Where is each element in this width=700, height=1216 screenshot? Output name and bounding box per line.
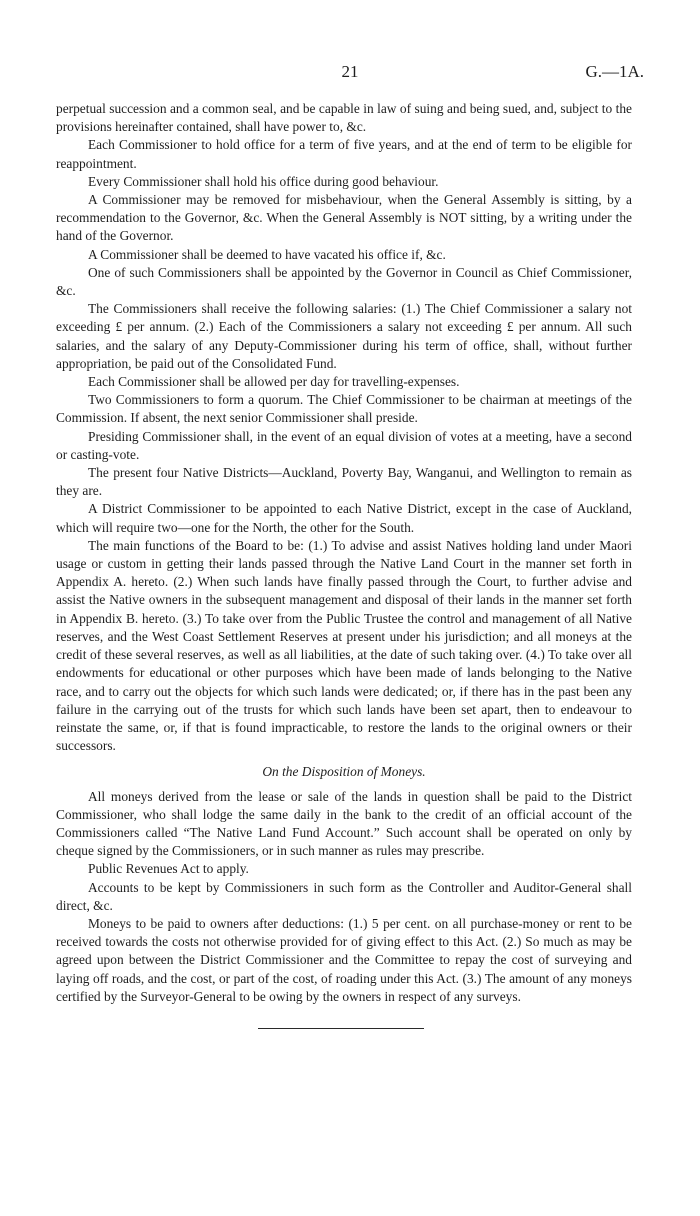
- paragraph: The present four Native Districts—Auckland, Poverty Bay, Wanganui, and Wellington to remain as they are.: [56, 465, 632, 499]
- paragraph: One of such Commissioners shall be appointed by the Governor in Council as Chief Commissioner, &c.: [56, 264, 632, 299]
- document-reference: G.—1A.: [585, 62, 644, 81]
- end-rule: [258, 1028, 424, 1029]
- section-heading: On the Disposition of Moneys.: [262, 764, 426, 780]
- paragraph: perpetual succession and a common seal, and be capable in law of suing and being sued, and, subject to the provisions hereinafter contained, shall have power to, &c.: [56, 101, 632, 135]
- paragraph: Presiding Commissioner shall, in the event of an equal division of votes at a meeting, have a second or casting-vote.: [56, 428, 632, 462]
- paragraph: All moneys derived from the lease or sale of the lands in question shall be paid to the District Commissioner, who shall lodge the same daily in the bank to the credit of an official account of the Commissioners called “The Native Land Fund Account.” Such account shall be operated on only by cheque signed by the Commissioners, or in such manner as rules may prescribe.: [56, 788, 632, 859]
- paragraph: The main functions of the Board to be: (1.) To advise and assist Natives holding land under Maori usage or custom in getting their lands passed through the Native Land Court in the manner set forth in Appendix A. hereto. (2.) When such lands have finally passed through the Court, to further advise and assist the Native owners in the subsequent management and disposal of their lands in the manner set forth in Appendix B. hereto. (3.) To take over from the Public Trustee the control and management of all Native reserves, and the West Coast Settlement Reserves at present under his jurisdiction; and all moneys at the credit of these several reserves, as well as all liabilities, at the date of such taking over. (4.) To take over all endowments for educational or other purposes which have been made of lands belonging to the Native race, and to carry out the objects for which such lands were dedicated; or, if there has in the past been any failure in the carrying out of the trusts for which such lands have been set apart, then to endeavour to reinstate the same, or, if that is found impracticable, to restore the lands to the original owners or their successors.: [56, 537, 632, 754]
- paragraph: Public Revenues Act to apply.: [88, 861, 249, 877]
- paragraph: Each Commissioner to hold office for a term of five years, and at the end of term to be eligible for reappointment.: [56, 137, 632, 171]
- paragraph: A District Commissioner to be appointed to each Native District, except in the case of Auckland, which will require two—one for the North, the other for the South.: [56, 501, 632, 535]
- paragraph: A Commissioner shall be deemed to have vacated his office if, &c.: [88, 246, 446, 262]
- paragraph: The Commissioners shall receive the following salaries: (1.) The Chief Commissioner a salary not exceeding £ per annum. (2.) Each of the Commissioners a salary not exceeding £ per annum. All such salaries, and the salary of any Deputy-Commissioner during his term of office, shall, without further appropriation, be paid out of the Consolidated Fund.: [56, 301, 632, 371]
- paragraph: A Commissioner may be removed for misbehaviour, when the General Assembly is sitting, by a recommendation to the Governor, &c. When the General Assembly is NOT sitting, by a writing under the hand of the Governor.: [56, 192, 632, 244]
- page-number: 21: [341, 62, 359, 81]
- paragraph: Accounts to be kept by Commissioners in such form as the Controller and Auditor-General shall direct, &c.: [56, 879, 632, 913]
- document-body: [56, 100, 632, 1006]
- paragraph: Every Commissioner shall hold his office during good behaviour.: [88, 173, 439, 189]
- paragraph: Each Commissioner shall be allowed per day for travelling-expenses.: [88, 374, 460, 390]
- paragraph: Two Commissioners to form a quorum. The Chief Commissioner to be chairman at meetings of the Commission. If absent, the next senior Commissioner shall preside.: [56, 392, 632, 426]
- paragraph: Moneys to be paid to owners after deductions: (1.) 5 per cent. on all purchase-money or rent to be received towards the costs not otherwise provided for of giving effect to this Act. (2.) So much as may be agreed upon between the District Commissioner and the Committee to repay the cost of surveying and laying off roads, and the cost, or part of the cost, of roading under this Act. (3.) The amount of any moneys certified by the Surveyor-General to be owing by the owners in respect of any surveys.: [56, 915, 632, 1004]
